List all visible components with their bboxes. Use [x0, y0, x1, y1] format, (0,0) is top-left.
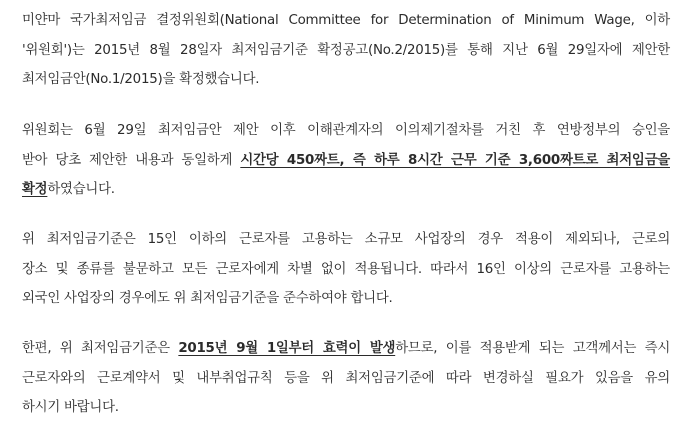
highlight-wage-rate: 시간당 450짜트, 즉 하루 8시간 근무 기준 3,600짜트로 최저임금을 — [240, 152, 670, 168]
text-line: '위원회')는 2015년 8월 28일자 최저임금기준 확정공고(No.2/2015)를 통해 지난 6월 29일자에 제안한 — [22, 42, 670, 58]
text-line: 근로자와의 근로계약서 및 내부취업규칙 등을 위 최저임금기준에 따라 변경하실 필요가 있음을 유의 — [22, 370, 670, 386]
text-line — [22, 334, 670, 364]
text-line: 위원회는 6월 29일 최저임금안 제안 이후 이해관계자의 이의제기절차를 거친 후 연방정부의 승인을 — [22, 123, 670, 138]
text-line: 최저임금안(No.1/2015)을 확정했습니다. — [22, 72, 260, 87]
text-line — [22, 175, 670, 205]
text-line: 외국인 사업장의 경우에도 위 최저임금기준을 준수하여야 합니다. — [22, 291, 393, 306]
text-segment: 한편, 위 최저임금기준은 — [22, 341, 179, 356]
text-segment: 하였습니다. — [47, 182, 115, 197]
text-line: 장소 및 종류를 불문하고 모든 근로자에게 차별 없이 적용됩니다. 따라서 16인 이상의 근로자를 고용하는 — [22, 261, 670, 277]
paragraph-wage-amount — [22, 116, 670, 205]
highlight-confirmed: 확정 — [22, 182, 48, 197]
text-segment: 받아 당초 제안한 내용과 동일하게 — [22, 152, 241, 168]
text-segment: 하므로, 이를 적용받게 되는 고객께서는 즉시 — [395, 341, 671, 356]
text-line — [22, 146, 670, 176]
text-line: 하시기 바랍니다. — [22, 400, 119, 415]
paragraph-effective-date — [22, 334, 670, 423]
text-line: 위 최저임금기준은 15인 이하의 근로자를 고용하는 소규모 사업장의 경우 적용이 제외되나, 근로의 — [22, 232, 670, 247]
text-line: 미얀마 국가최저임금 결정위원회(National Committee for Determination of Minimum Wage, 이하 — [22, 13, 670, 28]
paragraph-confirmation — [22, 6, 670, 95]
paragraph-scope — [22, 225, 670, 314]
highlight-effective-date: 2015년 9월 1일부터 효력이 발생 — [178, 341, 396, 356]
